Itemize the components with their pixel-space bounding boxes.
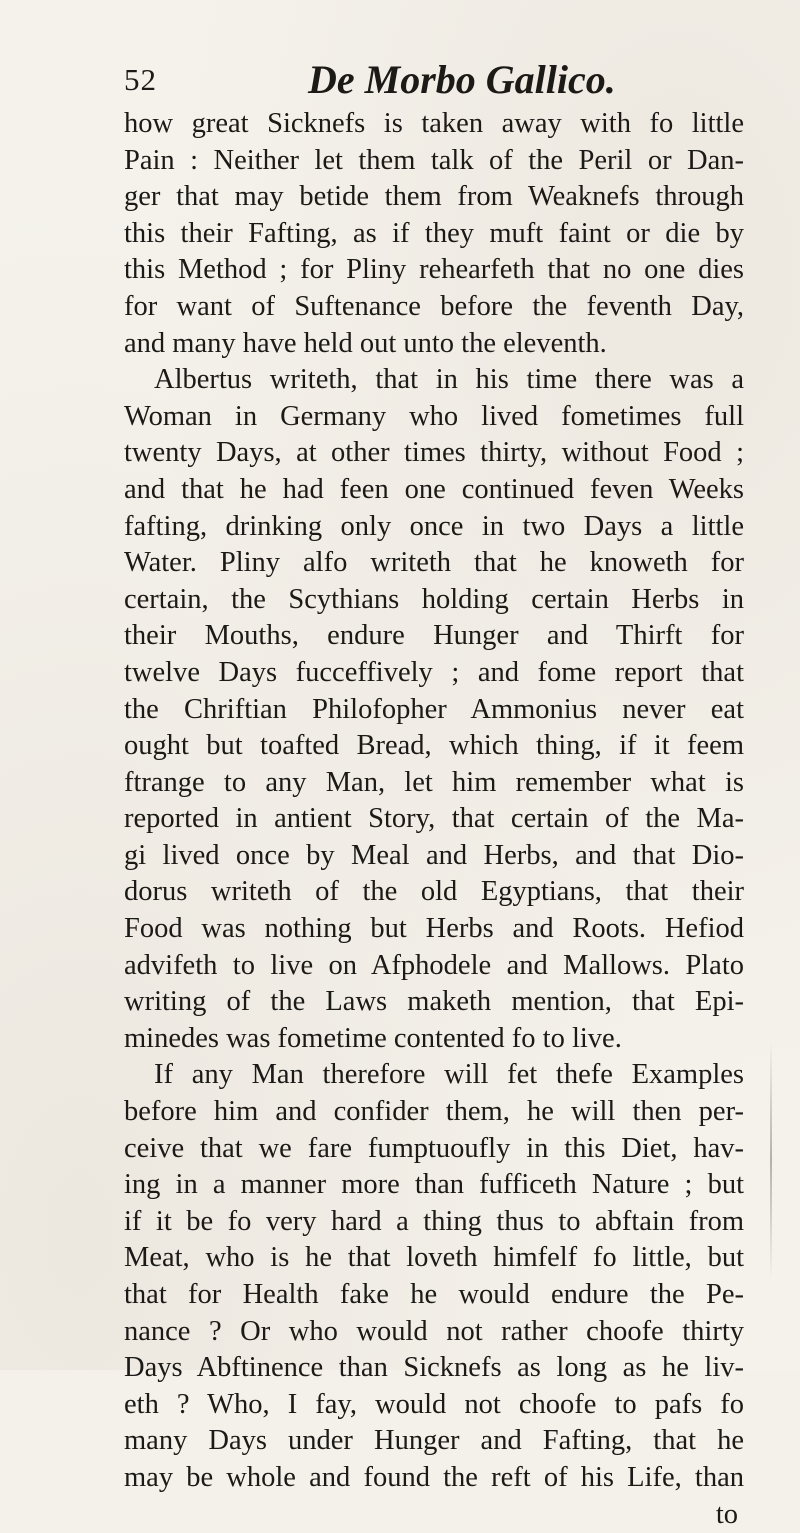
running-head — [124, 57, 744, 106]
text-line: ing in a manner more than fufficeth Nature ; but — [124, 1169, 744, 1201]
text-line: ought but toafted Bread, which thing, if it feem — [124, 730, 744, 762]
text-line: minedes was fometime contented fo to live. — [124, 1022, 622, 1054]
text-line: Food was nothing but Herbs and Roots. Hefiod — [124, 913, 744, 945]
text-line: Water. Pliny alfo writeth that he knoweth for — [124, 547, 744, 579]
text-line: Meat, who is he that loveth himfelf fo little, but — [124, 1242, 744, 1274]
text-line: Pain : Neither let them talk of the Peril or Dan- — [124, 144, 744, 176]
text-line: eth ? Who, I fay, would not choofe to pafs fo — [124, 1388, 744, 1420]
text-line: that for Health fake he would endure the Pe- — [124, 1279, 744, 1310]
text-line: reported in antient Story, that certain of the Ma- — [124, 803, 744, 835]
page-number: 52 — [124, 62, 157, 97]
text-line: the Chriftian Philofopher Ammonius never eat — [124, 693, 744, 725]
text-line: ger that may betide them from Weaknefs through — [124, 181, 744, 213]
text-line: this their Fafting, as if they muft faint or die by — [124, 217, 744, 249]
text-line: and many have held out unto the eleventh. — [124, 327, 607, 359]
text-line: may be whole and found the reft of his Life, than — [124, 1461, 744, 1493]
text-line: Albertus writeth, that in his time there was a — [154, 364, 744, 396]
text-line: how great Sicknefs is taken away with fo little — [124, 108, 744, 139]
text-line: nance ? Or who would not rather choofe thirty — [124, 1315, 744, 1347]
text-line: ceive that we fare fumptuoufly in this Diet, hav- — [124, 1132, 744, 1164]
text-line: for want of Suftenance before the feventh Day, — [124, 290, 744, 322]
text-line: if it be fo very hard a thing thus to abftain from — [124, 1205, 744, 1237]
text-line: writing of the Laws maketh mention, that Epi- — [124, 986, 744, 1018]
text-line: their Mouths, endure Hunger and Thirft for — [124, 620, 744, 652]
text-line: twelve Days fucceffively ; and fome report that — [124, 656, 744, 688]
body-text — [124, 106, 744, 1533]
text-line: before him and confider them, he will then per- — [124, 1096, 744, 1128]
text-line: this Method ; for Pliny rehearfeth that no one dies — [124, 254, 744, 286]
text-line: ftrange to any Man, let him remember what is — [124, 766, 744, 798]
text-line: dorus writeth of the old Egyptians, that their — [124, 876, 744, 908]
text-line: certain, the Scythians holding certain Herbs in — [124, 583, 744, 615]
catchword: to — [715, 1498, 738, 1530]
running-title: De Morbo Gallico. — [308, 57, 616, 102]
text-line: Woman in Germany who lived fometimes full — [124, 400, 744, 432]
text-line: twenty Days, at other times thirty, without Food ; — [124, 437, 744, 469]
text-line: fafting, drinking only once in two Days a little — [124, 510, 744, 542]
text-line: and that he had feen one continued feven Weeks — [124, 473, 744, 505]
page-edge-shadow — [770, 1040, 772, 1280]
text-line: If any Man therefore will fet thefe Examples — [154, 1059, 744, 1091]
text-line: many Days under Hunger and Fafting, that he — [124, 1425, 744, 1457]
text-line: Days Abftinence than Sicknefs as long as he liv- — [124, 1352, 744, 1384]
text-line: advifeth to live on Afphodele and Mallows. Plato — [124, 949, 744, 981]
text-line: gi lived once by Meal and Herbs, and that Dio- — [124, 839, 744, 871]
